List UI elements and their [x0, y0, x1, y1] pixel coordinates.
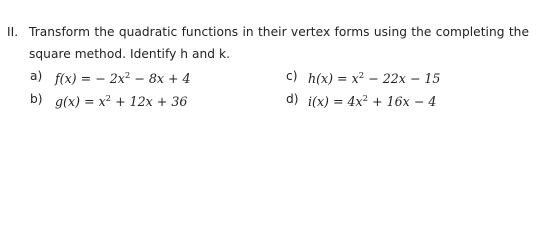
- item-a-label: a): [30, 69, 43, 83]
- item-d-equation: [308, 91, 436, 110]
- problem-number: II.: [7, 25, 19, 39]
- item-a-equation: [55, 68, 191, 87]
- item-b-exponent: 2: [105, 94, 112, 104]
- item-c-lhs: h(x) =: [308, 71, 348, 86]
- item-b-equation: [55, 91, 187, 110]
- item-a-lhs: f(x) =: [55, 71, 92, 86]
- item-a-exponent: 2: [124, 71, 131, 81]
- item-b-term2: + 12x + 36: [111, 94, 188, 109]
- item-d-label: d): [286, 92, 299, 106]
- instruction-line-2: square method. Identify h and k.: [29, 47, 231, 61]
- item-c-equation: [308, 68, 440, 87]
- item-c-label: c): [286, 69, 298, 83]
- item-b-label: b): [30, 92, 43, 106]
- item-d-term1: 4x: [347, 94, 363, 109]
- item-d-exponent: 2: [362, 94, 369, 104]
- item-a-term2: − 8x + 4: [130, 71, 191, 86]
- item-c-term1: x: [351, 71, 359, 86]
- item-b-term1: x: [98, 94, 106, 109]
- item-a-term1: − 2x: [95, 71, 125, 86]
- item-d-term2: + 16x − 4: [368, 94, 437, 109]
- item-b-lhs: g(x) =: [55, 94, 95, 109]
- item-c-term2: − 22x − 15: [364, 71, 441, 86]
- item-c-exponent: 2: [358, 71, 365, 81]
- item-d-lhs: i(x) =: [308, 94, 344, 109]
- instruction-line-1: Transform the quadratic functions in their vertex forms using the completing the: [29, 25, 529, 39]
